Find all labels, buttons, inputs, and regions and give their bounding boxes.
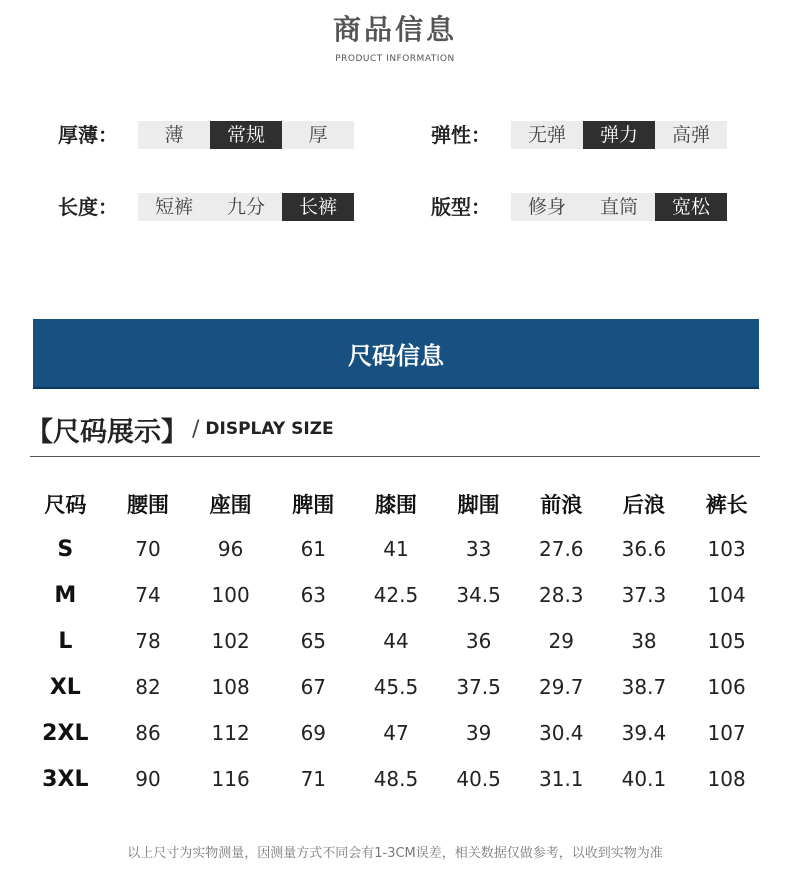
size-label-cell: L	[58, 628, 73, 654]
attribute-option-selected: 宽松	[655, 193, 727, 221]
measurement-cell: 103	[707, 537, 746, 561]
column-header: 脚围	[457, 493, 500, 517]
measurement-cell: 37.3	[621, 583, 667, 607]
attribute-label: 弹性：	[431, 123, 491, 147]
measurement-cell: 105	[707, 629, 746, 653]
attribute-option-selected: 长裤	[282, 193, 354, 221]
column-header: 座围	[209, 493, 252, 517]
table-row	[24, 664, 768, 710]
measurement-cell: 69	[300, 721, 327, 745]
size-label-cell: XL	[49, 674, 81, 700]
attribute-option: 直筒	[583, 193, 655, 221]
size-label-cell: 2XL	[42, 720, 89, 746]
table-row	[24, 756, 768, 802]
measurement-cell: 107	[707, 721, 746, 745]
column-header: 脾围	[292, 493, 335, 517]
measurement-cell: 70	[135, 537, 161, 561]
measurement-cell: 61	[300, 537, 327, 561]
measurement-cell: 41	[383, 537, 409, 561]
measurement-cell: 100	[211, 583, 250, 607]
column-header: 膝围	[374, 493, 417, 517]
measurement-cell: 65	[300, 629, 327, 653]
size-table-body	[24, 526, 768, 802]
measurement-cell: 38.7	[621, 675, 667, 699]
size-label-cell: S	[57, 536, 74, 562]
measurement-cell: 96	[217, 537, 244, 561]
column-header: 尺码	[44, 493, 87, 517]
measurement-cell: 27.6	[539, 537, 584, 561]
page-title: 商品信息	[332, 13, 457, 46]
measurement-cell: 33	[465, 537, 492, 561]
measurement-cell: 102	[211, 629, 250, 653]
measurement-cell: 36	[465, 629, 492, 653]
heading-rule	[30, 456, 760, 457]
attribute-option-selected: 常规	[210, 121, 282, 149]
measurement-cell: 31.1	[539, 767, 584, 791]
table-row	[24, 618, 768, 664]
size-table-header	[24, 482, 768, 526]
measurement-cell: 40.5	[456, 767, 501, 791]
measurement-cell: 78	[135, 629, 161, 653]
measurement-cell: 116	[211, 767, 250, 791]
measurement-cell: 42.5	[373, 583, 419, 607]
attribute-option: 短裤	[138, 193, 210, 221]
attribute-options	[511, 121, 727, 149]
attribute-label: 厚薄：	[58, 123, 118, 147]
measurement-cell: 82	[135, 675, 161, 699]
size-display-subtitle: DISPLAY SIZE	[205, 419, 334, 439]
measurement-cell: 108	[211, 675, 250, 699]
column-header: 腰围	[126, 493, 169, 517]
attribute-label: 版型：	[431, 195, 491, 219]
attribute-option: 高弹	[655, 121, 727, 149]
measurement-cell: 48.5	[373, 767, 419, 791]
column-header: 前浪	[540, 493, 583, 517]
attribute-option-selected: 弹力	[583, 121, 655, 149]
measurement-cell: 106	[707, 675, 746, 699]
size-info-banner: 尺码信息	[33, 319, 759, 389]
page-subtitle: PRODUCT INFORMATION	[335, 54, 455, 64]
size-table	[24, 482, 768, 802]
measurement-cell: 44	[383, 629, 409, 653]
size-display-heading	[26, 409, 334, 449]
measurement-cell: 90	[135, 767, 161, 791]
measurement-cell: 40.1	[621, 767, 667, 791]
measurement-cell: 108	[707, 767, 746, 791]
attribute-option: 无弹	[511, 121, 583, 149]
measurement-cell: 39	[465, 721, 492, 745]
measurement-cell: 29.7	[539, 675, 584, 699]
measurement-cell: 112	[211, 721, 250, 745]
table-row	[24, 526, 768, 572]
size-label-cell: M	[54, 582, 77, 608]
attribute-options	[138, 193, 354, 221]
attribute-option: 修身	[511, 193, 583, 221]
attribute-options	[511, 193, 727, 221]
measurement-footnote: 以上尺寸为实物测量，因测量方式不同会有1-3CM误差，相关数据仅做参考，以收到实物为准	[127, 846, 663, 861]
measurement-cell: 30.4	[539, 721, 584, 745]
measurement-cell: 86	[135, 721, 161, 745]
attribute-option: 厚	[282, 121, 354, 149]
attribute-label: 长度：	[58, 195, 118, 219]
attribute-options	[138, 121, 354, 149]
measurement-cell: 45.5	[373, 675, 419, 699]
attribute-option: 薄	[138, 121, 210, 149]
attribute-option: 九分	[210, 193, 282, 221]
measurement-cell: 38	[631, 629, 657, 653]
measurement-cell: 34.5	[456, 583, 501, 607]
size-label-cell: 3XL	[42, 766, 89, 792]
size-display-title: 【尺码展示】	[26, 416, 188, 448]
measurement-cell: 67	[300, 675, 327, 699]
table-row	[24, 572, 768, 618]
measurement-cell: 74	[135, 583, 161, 607]
measurement-cell: 28.3	[539, 583, 584, 607]
measurement-cell: 71	[300, 767, 327, 791]
column-header: 后浪	[622, 493, 665, 517]
measurement-cell: 63	[300, 583, 327, 607]
measurement-cell: 29	[548, 629, 574, 653]
table-row	[24, 710, 768, 756]
column-header: 裤长	[705, 493, 748, 517]
measurement-cell: 39.4	[621, 721, 667, 745]
measurement-cell: 104	[707, 583, 746, 607]
measurement-cell: 36.6	[621, 537, 667, 561]
measurement-cell: 37.5	[456, 675, 501, 699]
heading-divider: /	[192, 416, 200, 442]
measurement-cell: 47	[383, 721, 409, 745]
